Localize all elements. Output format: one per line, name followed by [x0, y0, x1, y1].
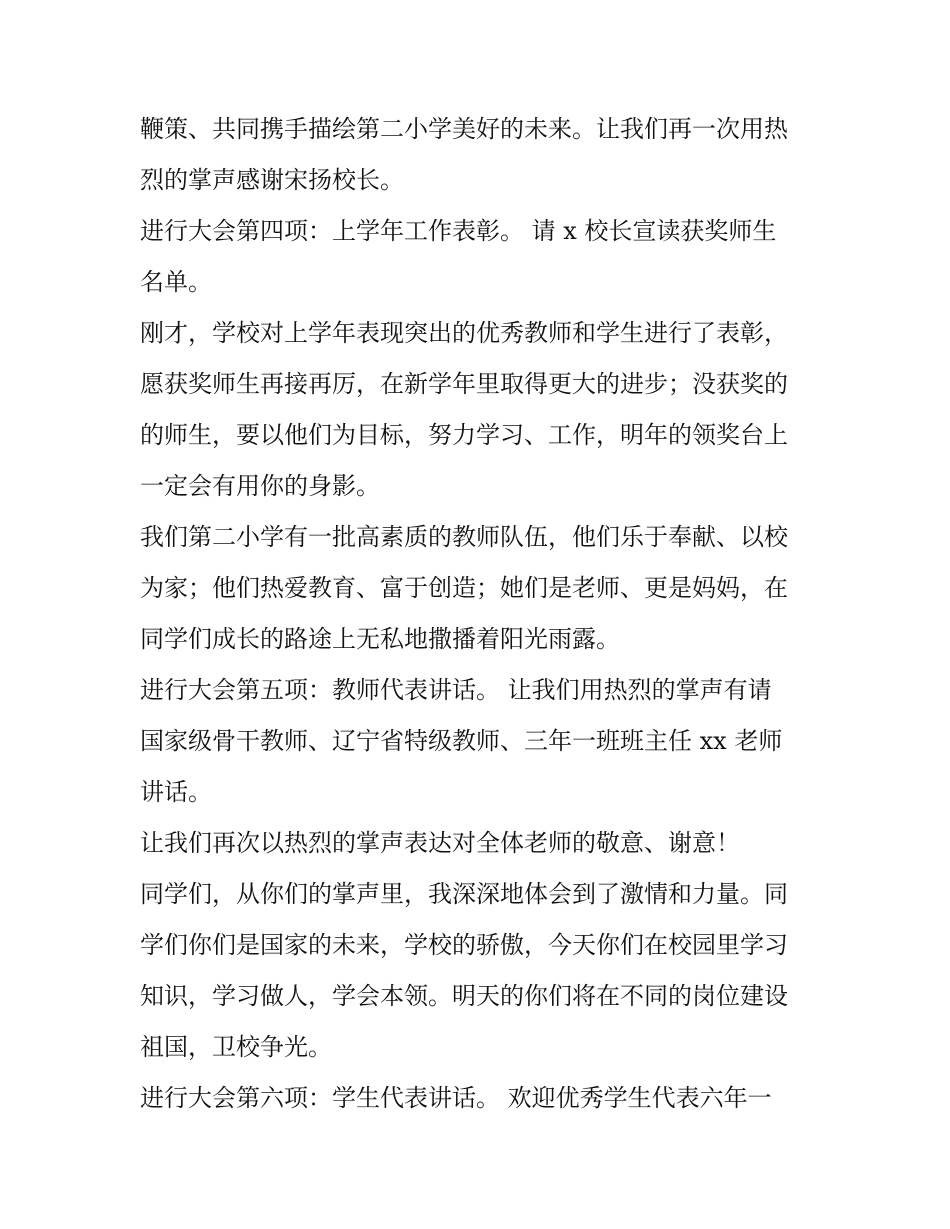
text-line: 讲话。: [140, 778, 212, 806]
text-line: 刚才，学校对上学年表现突出的优秀教师和学生进行了表彰，: [140, 319, 788, 347]
text-line: 国家级骨干教师、辽宁省特级教师、三年一班班主任 xx 老师: [140, 727, 783, 755]
text-line: 进行大会第四项：上学年工作表彰。 请 x 校长宣读获奖师生: [140, 217, 777, 245]
text-line: 进行大会第五项：教师代表讲话。 让我们用热烈的掌声有请: [140, 676, 772, 704]
text-line: 进行大会第六项：学生代表讲话。 欢迎优秀学生代表六年一: [140, 1084, 772, 1112]
text-line: 愿获奖师生再接再厉，在新学年里取得更大的进步；没获奖的: [140, 370, 788, 398]
text-line: 知识，学习做人，学会本领。明天的你们将在不同的岗位建设: [140, 982, 788, 1010]
document-body: [140, 104, 820, 1124]
text-line: 让我们再次以热烈的掌声表达对全体老师的敬意、谢意！: [140, 829, 740, 857]
text-line: 学们你们是国家的未来，学校的骄傲，今天你们在校园里学习: [140, 931, 788, 959]
text-line: 一定会有用你的身影。: [140, 472, 380, 500]
text-line: 我们第二小学有一批高素质的教师队伍，他们乐于奉献、以校: [140, 523, 788, 551]
text-line: 的师生，要以他们为目标，努力学习、工作，明年的领奖台上: [140, 421, 788, 449]
text-line: 同学们成长的路途上无私地撒播着阳光雨露。: [140, 625, 620, 653]
text-line: 祖国，卫校争光。: [140, 1033, 332, 1061]
text-line: 名单。: [140, 268, 212, 296]
text-line: 同学们，从你们的掌声里，我深深地体会到了激情和力量。同: [140, 880, 788, 908]
text-line: 烈的掌声感谢宋扬校长。: [140, 166, 404, 194]
text-line: 为家；他们热爱教育、富于创造；她们是老师、更是妈妈，在: [140, 574, 788, 602]
text-line: 鞭策、共同携手描绘第二小学美好的未来。让我们再一次用热: [140, 115, 788, 143]
